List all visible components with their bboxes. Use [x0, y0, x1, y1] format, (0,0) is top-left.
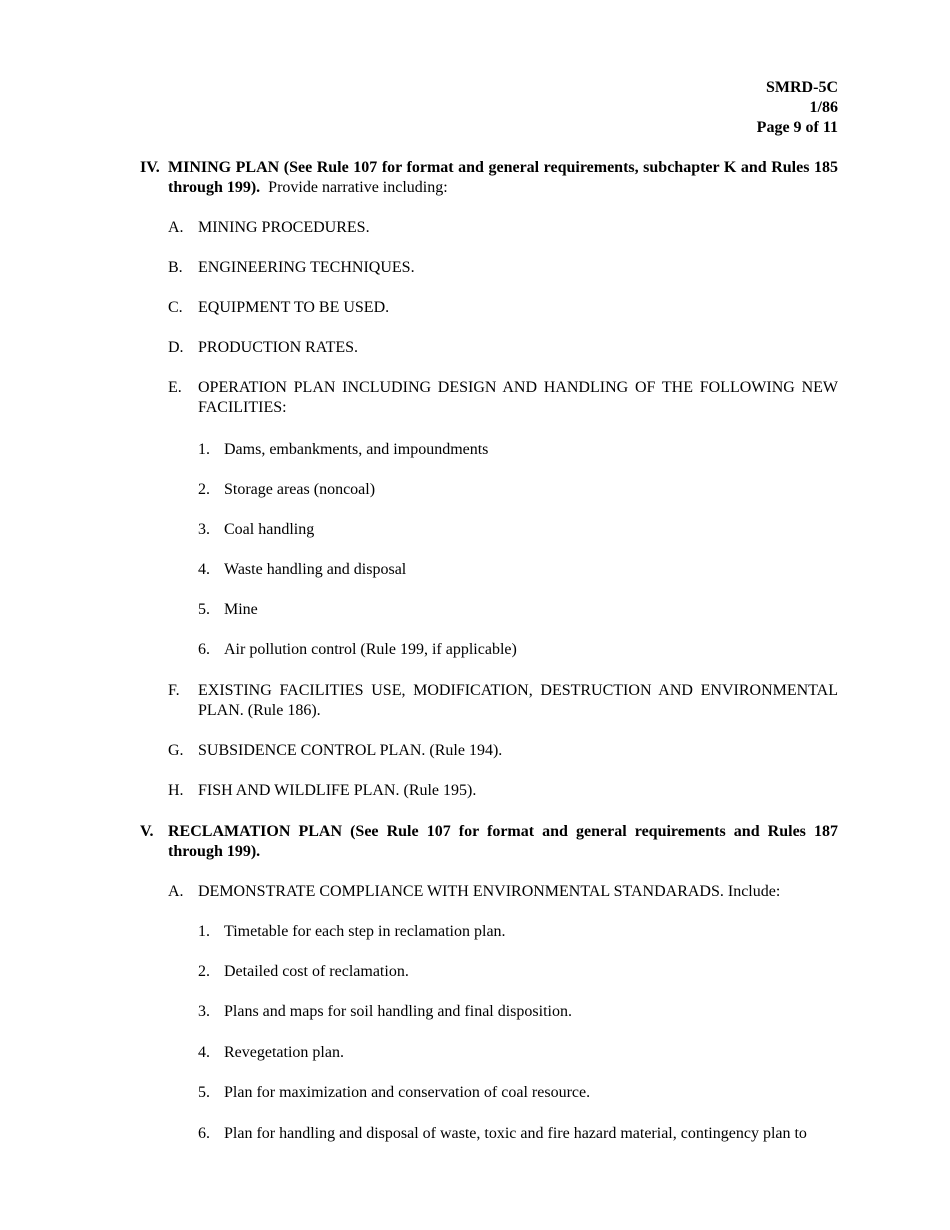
sub-item-text: Coal handling — [224, 521, 315, 538]
sub-item-text: Storage areas (noncoal) — [224, 481, 376, 498]
item-label: B. — [168, 259, 183, 276]
page-header — [757, 78, 838, 138]
sub-item-label: 6. — [198, 1125, 210, 1142]
item-text: OPERATION PLAN INCLUDING DESIGN AND HANDLING OF THE FOLLOWING NEW FACILITIES: — [198, 379, 838, 416]
section-v-heading — [140, 822, 838, 862]
item-text: ENGINEERING TECHNIQUES. — [198, 259, 415, 276]
list-item — [168, 338, 838, 358]
item-label: G. — [168, 742, 184, 759]
page-number: Page 9 of 11 — [756, 119, 838, 136]
form-id: SMRD-5C — [766, 79, 838, 96]
sub-item-text: Plan for handling and disposal of waste, toxic and fire hazard material, contingency plan to — [224, 1125, 807, 1142]
sub-item-text: Plans and maps for soil handling and final disposition. — [224, 1003, 572, 1020]
sub-list-item — [198, 1124, 838, 1144]
sub-item-text: Detailed cost of reclamation. — [224, 963, 409, 980]
sub-list-item — [198, 520, 838, 540]
section-intro: Provide narrative including: — [268, 179, 448, 196]
section-title: RECLAMATION PLAN (See Rule 107 for format and general requirements and Rules 187 through 199). — [168, 823, 838, 860]
sub-list-item — [198, 1043, 838, 1063]
sub-list-item — [198, 480, 838, 500]
list-item — [168, 298, 838, 318]
sub-list-item — [198, 440, 838, 460]
item-label: D. — [168, 339, 184, 356]
section-title: MINING PLAN (See Rule 107 for format and general requirements, subchapter K and Rules 185 through 199). — [168, 159, 838, 196]
sub-item-label: 3. — [198, 521, 210, 538]
item-label: A. — [168, 219, 184, 236]
sub-item-label: 2. — [198, 963, 210, 980]
sub-item-text: Dams, embankments, and impoundments — [224, 441, 489, 458]
item-label: E. — [168, 379, 182, 396]
sub-list-item — [198, 1083, 838, 1103]
list-item — [168, 781, 838, 801]
sub-item-text: Timetable for each step in reclamation plan. — [224, 923, 506, 940]
sub-item-text: Mine — [224, 601, 258, 618]
sub-list-item — [198, 922, 838, 942]
sub-list-item — [198, 1002, 838, 1022]
item-text: PRODUCTION RATES. — [198, 339, 359, 356]
sub-list-item — [198, 640, 838, 660]
item-label: A. — [168, 883, 184, 900]
sub-item-label: 2. — [198, 481, 210, 498]
list-item — [168, 882, 838, 902]
form-date: 1/86 — [809, 99, 838, 116]
sub-list-item — [198, 600, 838, 620]
sub-item-text: Air pollution control (Rule 199, if applicable) — [224, 641, 517, 658]
sub-list-item — [198, 962, 838, 982]
item-text: FISH AND WILDLIFE PLAN. (Rule 195). — [198, 782, 477, 799]
item-text: MINING PROCEDURES. — [198, 219, 370, 236]
item-text: EXISTING FACILITIES USE, MODIFICATION, DESTRUCTION AND ENVIRONMENTAL PLAN. (Rule 186). — [198, 682, 838, 719]
sub-item-label: 6. — [198, 641, 210, 658]
item-label: F. — [168, 682, 180, 699]
sub-item-label: 1. — [198, 441, 210, 458]
item-text: EQUIPMENT TO BE USED. — [198, 299, 390, 316]
sub-item-text: Revegetation plan. — [224, 1044, 344, 1061]
sub-item-label: 4. — [198, 1044, 210, 1061]
item-label: H. — [168, 782, 184, 799]
item-label: C. — [168, 299, 183, 316]
list-item — [168, 741, 838, 761]
sub-item-label: 3. — [198, 1003, 210, 1020]
item-text: SUBSIDENCE CONTROL PLAN. (Rule 194). — [198, 742, 503, 759]
sub-item-label: 5. — [198, 1084, 210, 1101]
section-number: V. — [140, 823, 154, 840]
sub-item-text: Waste handling and disposal — [224, 561, 407, 578]
section-iv-heading — [140, 158, 838, 198]
sub-item-label: 5. — [198, 601, 210, 618]
list-item — [168, 218, 838, 238]
list-item — [168, 681, 838, 721]
sub-item-text: Plan for maximization and conservation of coal resource. — [224, 1084, 591, 1101]
item-text: DEMONSTRATE COMPLIANCE WITH ENVIRONMENTAL STANDARADS. Include: — [198, 883, 781, 900]
sub-item-label: 1. — [198, 923, 210, 940]
sub-list-item — [198, 560, 838, 580]
list-item — [168, 378, 838, 418]
sub-item-label: 4. — [198, 561, 210, 578]
list-item — [168, 258, 838, 278]
section-number: IV. — [140, 159, 160, 176]
